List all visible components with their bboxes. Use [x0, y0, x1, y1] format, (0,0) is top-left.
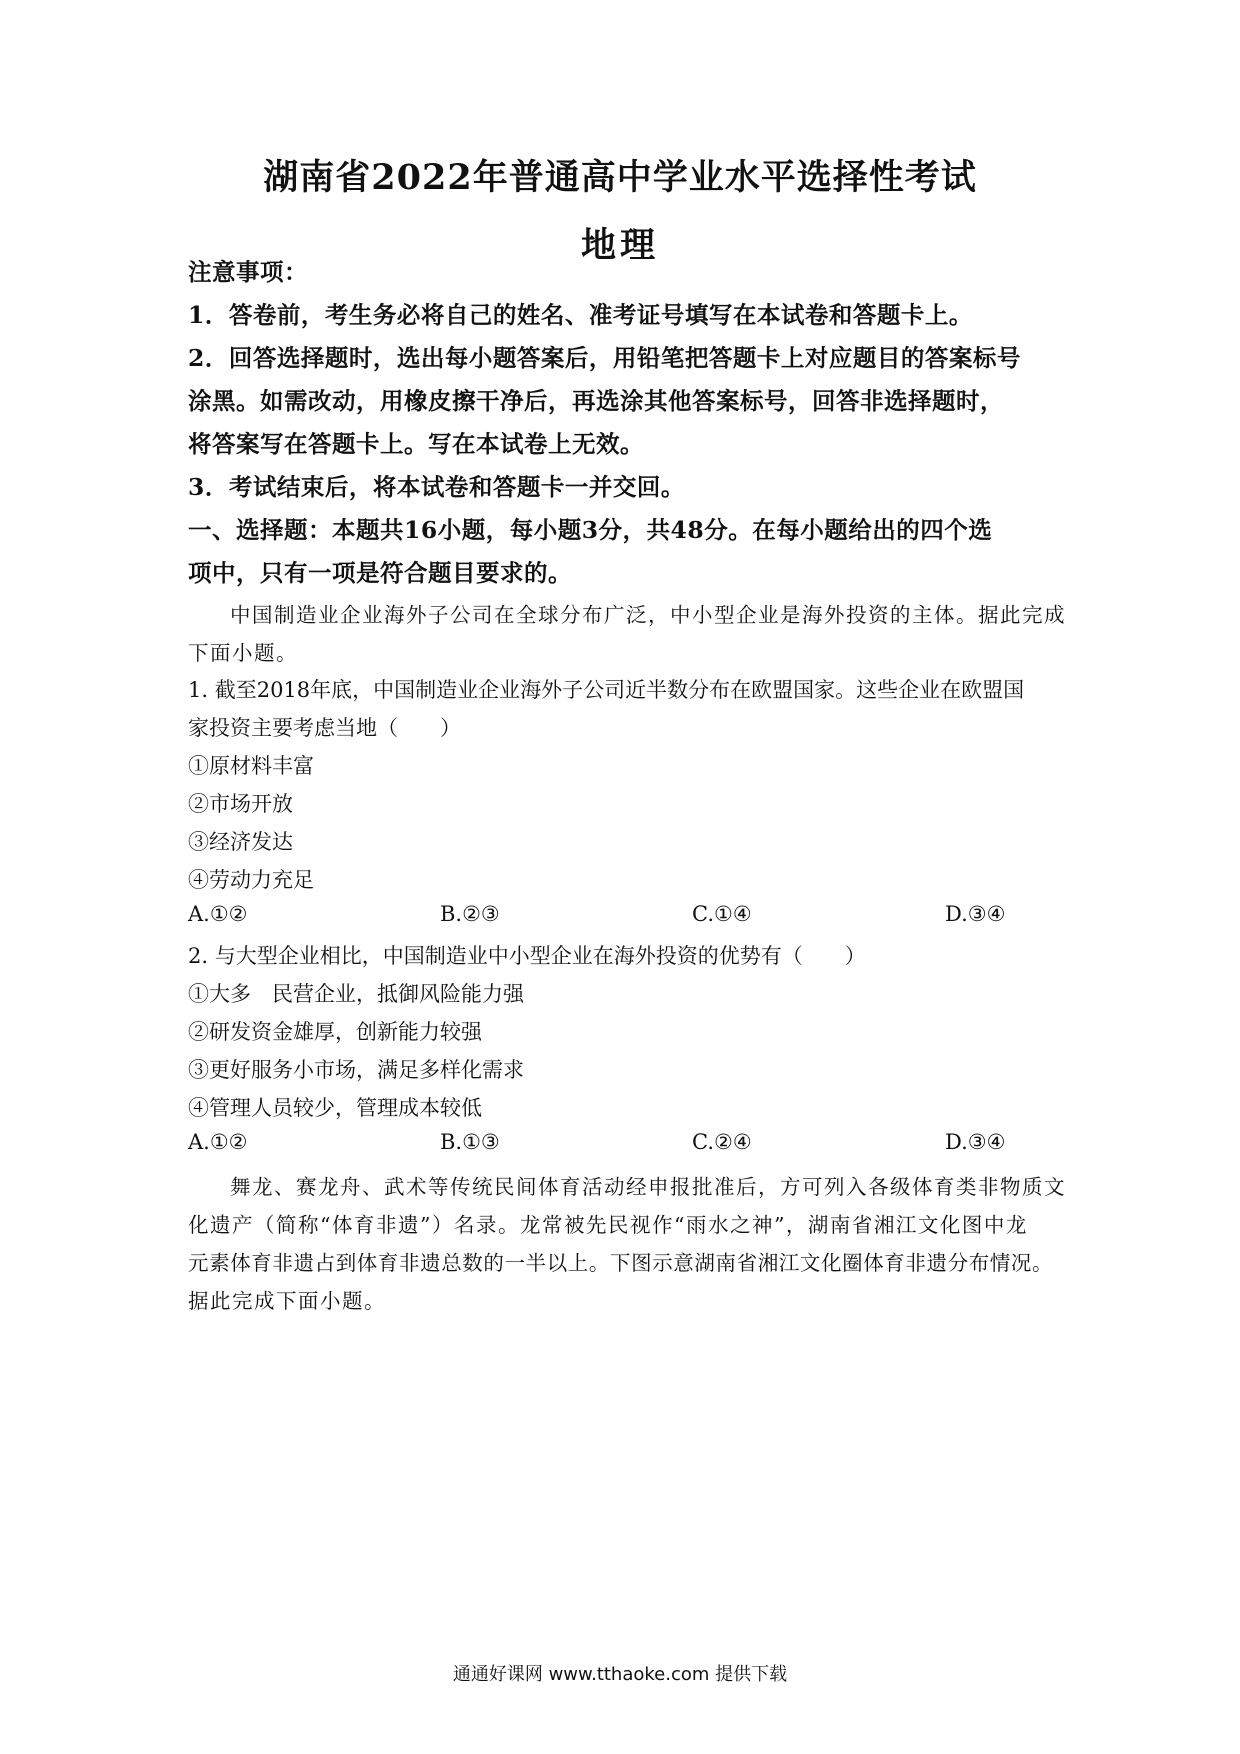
answer-option: B.①③ [440, 1130, 500, 1154]
passage-line: 元素体育非遗占到体育非遗总数的一半以上。下图示意湖南省湘江文化圈体育非遗分布情况。 [188, 1251, 1054, 1275]
question-stem: 2. 与大型企业相比，中国制造业中小型企业在海外投资的优势有（ ） [188, 944, 866, 968]
answer-option: C.②④ [692, 1130, 752, 1154]
notice-heading: 注意事项： [188, 258, 308, 286]
question-item: ②研发资金雄厚，创新能力较强 [188, 1020, 482, 1044]
question-item: ①大多 民营企业，抵御风险能力强 [188, 982, 524, 1006]
answer-option: A.①② [188, 902, 248, 926]
question-item: ①原材料丰富 [188, 754, 314, 778]
question-item: ④劳动力充足 [188, 868, 314, 892]
answer-option: C.①④ [692, 902, 752, 926]
question-stem: 1. 截至2018年底，中国制造业企业海外子公司近半数分布在欧盟国家。这些企业在欧盟国 [188, 678, 1025, 702]
answer-option: B.②③ [440, 902, 500, 926]
question-item: ③经济发达 [188, 830, 293, 854]
notice-line: 涂黑。如需改动，用橡皮擦干净后，再选涂其他答案标号，回答非选择题时， [188, 387, 1004, 415]
passage-line: 中国制造业企业海外子公司在全球分布广泛，中小型企业是海外投资的主体。据此完成 [230, 603, 1066, 627]
answer-option: A.①② [188, 1130, 248, 1154]
passage-line: 舞龙、赛龙舟、武术等传统民间体育活动经申报批准后，方可列入各级体育类非物质文 [230, 1175, 1066, 1199]
section-heading: 项中，只有一项是符合题目要求的。 [188, 559, 572, 587]
exam-title: 湖南省2022年普通高中学业水平选择性考试 [263, 157, 977, 198]
notice-line: 2．回答选择题时，选出每小题答案后，用铅笔把答题卡上对应题目的答案标号 [188, 344, 1021, 372]
question-item: ④管理人员较少，管理成本较低 [188, 1096, 482, 1120]
notice-line: 将答案写在答题卡上。写在本试卷上无效。 [188, 430, 644, 458]
answer-option: D.③④ [945, 902, 1006, 926]
passage-line: 化遗产（简称“体育非遗”）名录。龙常被先民视作“雨水之神”，湖南省湘江文化图中龙 [188, 1213, 1028, 1237]
page-footer: 通通好课网 www.tthaoke.com 提供下载 [452, 1664, 788, 1685]
notice-line: 1．答卷前，考生务必将自己的姓名、准考证号填写在本试卷和答题卡上。 [188, 301, 973, 329]
passage-line: 下面小题。 [188, 641, 298, 665]
passage-line: 据此完成下面小题。 [188, 1289, 386, 1313]
question-stem: 家投资主要考虑当地（ ） [188, 716, 461, 740]
question-item: ③更好服务小市场，满足多样化需求 [188, 1058, 524, 1082]
answer-option: D.③④ [945, 1130, 1006, 1154]
notice-line: 3．考试结束后，将本试卷和答题卡一并交回。 [188, 473, 685, 501]
question-item: ②市场开放 [188, 792, 293, 816]
subject-title: 地理 [580, 225, 659, 266]
section-heading: 一、选择题：本题共16小题，每小题3分，共48分。在每小题给出的四个选 [188, 516, 993, 544]
